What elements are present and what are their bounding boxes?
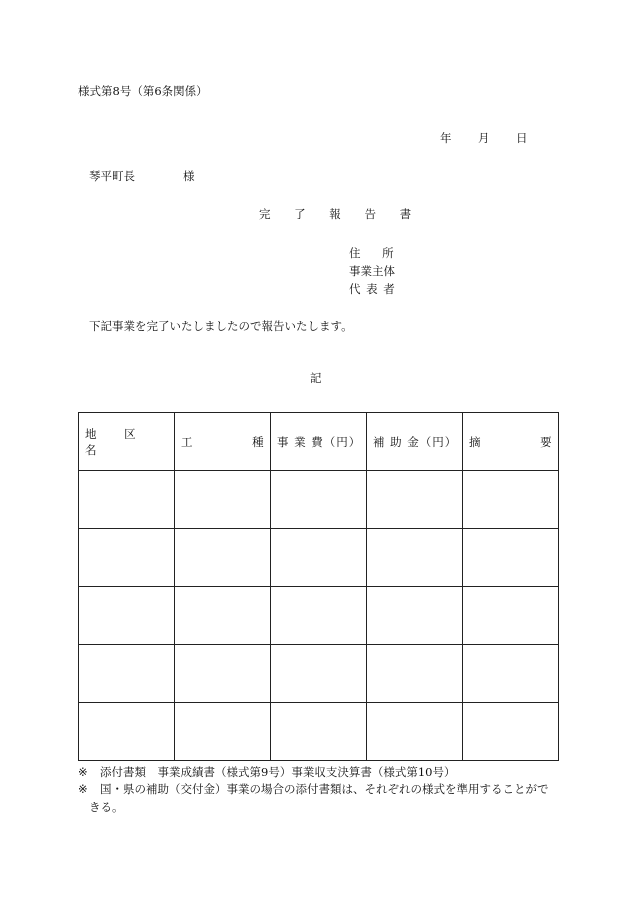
header-remarks xyxy=(463,413,559,471)
table-row xyxy=(79,645,559,703)
header-label: 地 区 名 xyxy=(85,426,136,457)
table-cell xyxy=(175,587,271,645)
header-label: 工 種 xyxy=(181,434,264,449)
note-2 xyxy=(78,782,549,796)
table-cell xyxy=(367,645,463,703)
table-cell xyxy=(463,703,559,761)
table-cell xyxy=(271,645,367,703)
header-project-cost xyxy=(271,413,367,471)
date-day: 日 xyxy=(516,131,528,145)
note-mark: ※ xyxy=(78,765,88,779)
note-mark: ※ xyxy=(78,782,88,796)
report-table xyxy=(78,412,559,761)
applicant-entity: 事業主体 xyxy=(349,264,395,278)
table-cell xyxy=(79,645,175,703)
table-row xyxy=(79,703,559,761)
table-cell xyxy=(79,529,175,587)
ki-label: 記 xyxy=(310,371,322,385)
table-cell xyxy=(79,587,175,645)
table-cell xyxy=(367,529,463,587)
header-subsidy xyxy=(367,413,463,471)
table-cell xyxy=(463,529,559,587)
date-month: 月 xyxy=(478,131,490,145)
table-cell xyxy=(175,471,271,529)
form-number: 様式第8号（第6条関係） xyxy=(78,84,208,98)
note-1 xyxy=(78,765,456,779)
header-work-type xyxy=(175,413,271,471)
body-text: 下記事業を完了いたしましたので報告いたします。 xyxy=(89,319,353,333)
table-cell xyxy=(271,471,367,529)
table-cell xyxy=(367,471,463,529)
note-1-text: 添付書類 事業成績書（様式第9号）事業収支決算書（様式第10号） xyxy=(100,765,456,779)
table-cell xyxy=(175,529,271,587)
date-year: 年 xyxy=(440,131,452,145)
document-title: 完 了 報 告 書 xyxy=(259,207,418,221)
addressee-honorific: 様 xyxy=(183,169,195,183)
table-cell xyxy=(367,703,463,761)
table-row xyxy=(79,471,559,529)
note-2-continuation: きる。 xyxy=(89,800,124,814)
header-label: 事 業 費（円） xyxy=(277,434,362,449)
addressee-name: 琴平町長 xyxy=(89,169,135,183)
note-2-text: 国・県の補助（交付金）事業の場合の添付書類は、それぞれの様式を準用することがで xyxy=(100,782,549,796)
table-cell xyxy=(271,587,367,645)
table-cell xyxy=(463,587,559,645)
table-cell xyxy=(271,529,367,587)
applicant-representative: 代 表 者 xyxy=(349,282,395,296)
table-cell xyxy=(463,471,559,529)
table-cell xyxy=(463,645,559,703)
table-cell xyxy=(79,703,175,761)
table-cell xyxy=(79,471,175,529)
header-district xyxy=(79,413,175,471)
table-cell xyxy=(367,587,463,645)
table-cell xyxy=(271,703,367,761)
applicant-address: 住 所 xyxy=(349,246,394,260)
table-row xyxy=(79,587,559,645)
table-cell xyxy=(175,703,271,761)
table-cell xyxy=(175,645,271,703)
header-label: 摘 要 xyxy=(469,434,552,449)
table-row xyxy=(79,529,559,587)
header-label: 補 助 金（円） xyxy=(373,434,458,449)
table-header-row xyxy=(79,413,559,471)
